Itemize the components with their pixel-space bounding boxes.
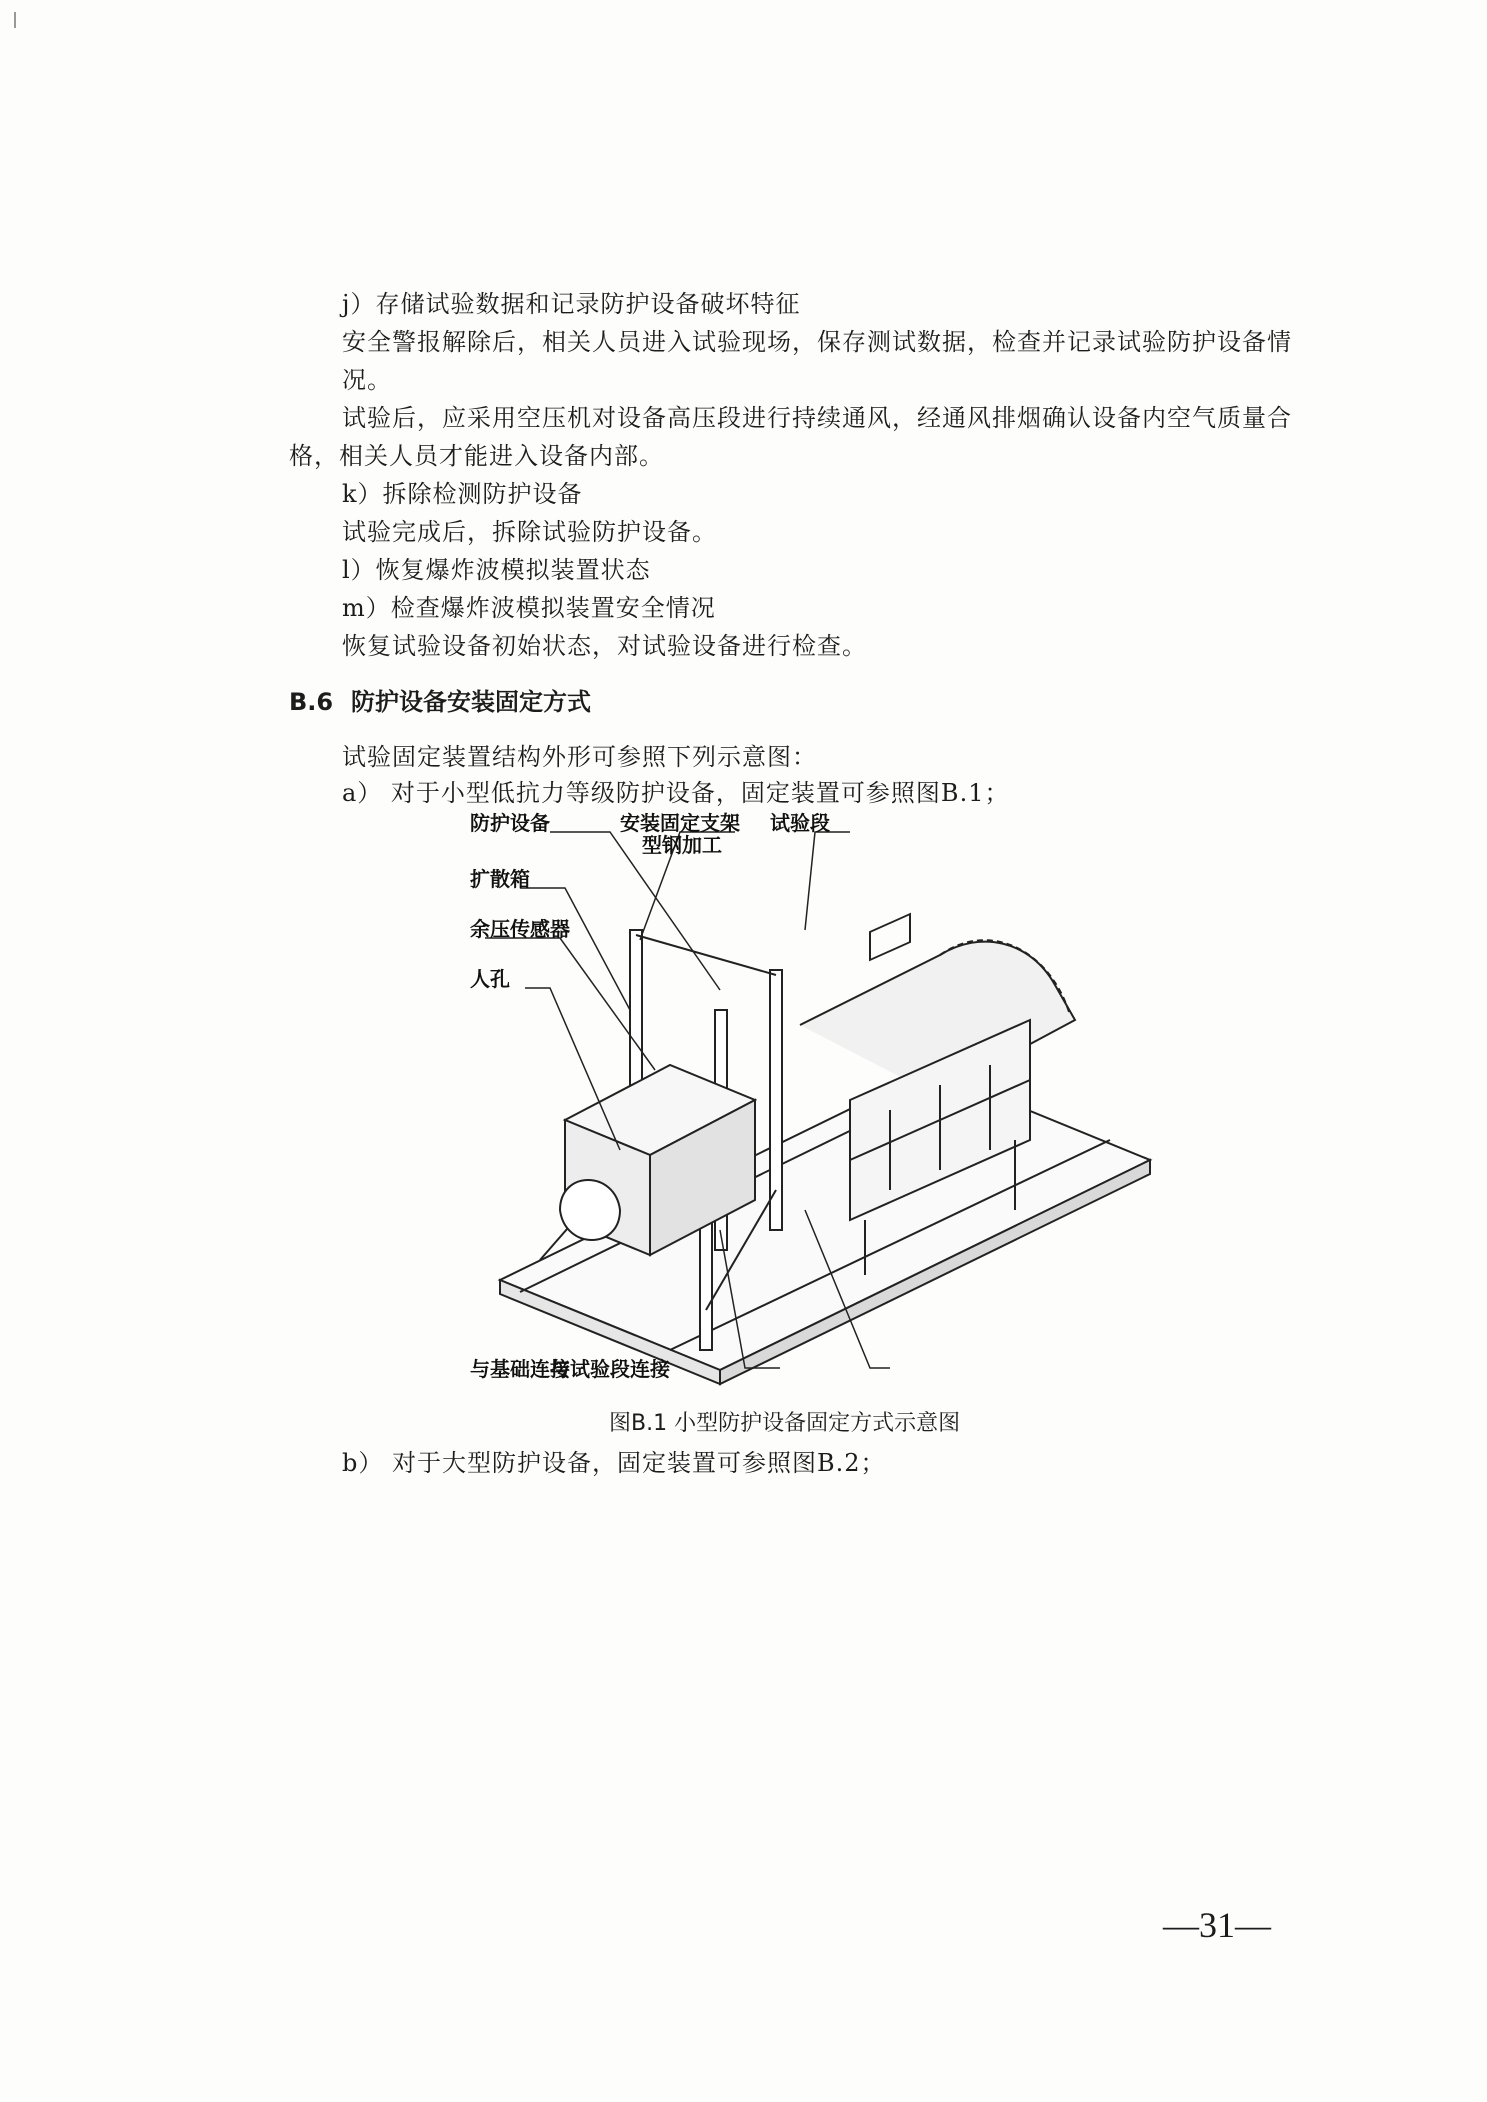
scan-margin-mark (14, 12, 16, 28)
manhole-dome (560, 1180, 620, 1240)
item-j-paragraph-1-line-1: 安全警报解除后，相关人员进入试验现场，保存测试数据，检查并记录试验防护设备情 (342, 328, 1292, 356)
item-a: a） 对于小型低抗力等级防护设备，固定装置可参照图B.1； (342, 779, 1010, 807)
item-m-heading: m）检查爆炸波模拟装置安全情况 (342, 594, 716, 622)
figure-b1 (470, 810, 1170, 1400)
item-b: b） 对于大型防护设备，固定装置可参照图B.2； (342, 1449, 886, 1477)
section-number: B.6 (289, 688, 334, 716)
section-intro: 试验固定装置结构外形可参照下列示意图： (342, 743, 817, 771)
section-heading (289, 685, 591, 719)
label-diffusion-box: 扩散箱 (470, 867, 530, 891)
label-residual-sensor: 余压传感器 (470, 917, 570, 941)
label-foundation-connection: 与基础连接 (470, 1357, 570, 1381)
figure-caption: 图B.1 小型防护设备固定方式示意图 (609, 1411, 961, 1436)
item-l-heading: l）恢复爆炸波模拟装置状态 (342, 556, 651, 584)
label-manhole: 人孔 (470, 967, 510, 991)
item-j-paragraph-2-line-2: 格，相关人员才能进入设备内部。 (289, 442, 664, 470)
item-k-paragraph: 试验完成后，拆除试验防护设备。 (342, 518, 717, 546)
fixture-drawing (500, 914, 1150, 1384)
item-m-paragraph: 恢复试验设备初始状态，对试验设备进行检查。 (342, 632, 867, 660)
section-title: 防护设备安装固定方式 (351, 688, 591, 716)
label-bracket-line-1: 安装固定支架 (620, 811, 740, 835)
item-j-paragraph-1-line-2: 况。 (342, 366, 392, 394)
label-test-section-connection: 与试验段连接 (550, 1357, 670, 1381)
figure-b1-drawing (470, 810, 1170, 1400)
item-j-heading: j）存储试验数据和记录防护设备破坏特征 (342, 290, 801, 318)
leader-diffusion-box (520, 888, 630, 1010)
item-j-paragraph-2-line-1: 试验后，应采用空压机对设备高压段进行持续通风，经通风排烟确认设备内空气质量合 (342, 404, 1292, 432)
page-number: —31— (1163, 1905, 1271, 1945)
leader-test-section (805, 832, 850, 930)
label-protective-device: 防护设备 (470, 811, 550, 835)
item-k-heading: k）拆除检测防护设备 (342, 480, 583, 508)
label-bracket-line-2: 型钢加工 (642, 833, 722, 857)
label-test-section: 试验段 (770, 811, 830, 835)
frame-window-1 (870, 914, 910, 960)
